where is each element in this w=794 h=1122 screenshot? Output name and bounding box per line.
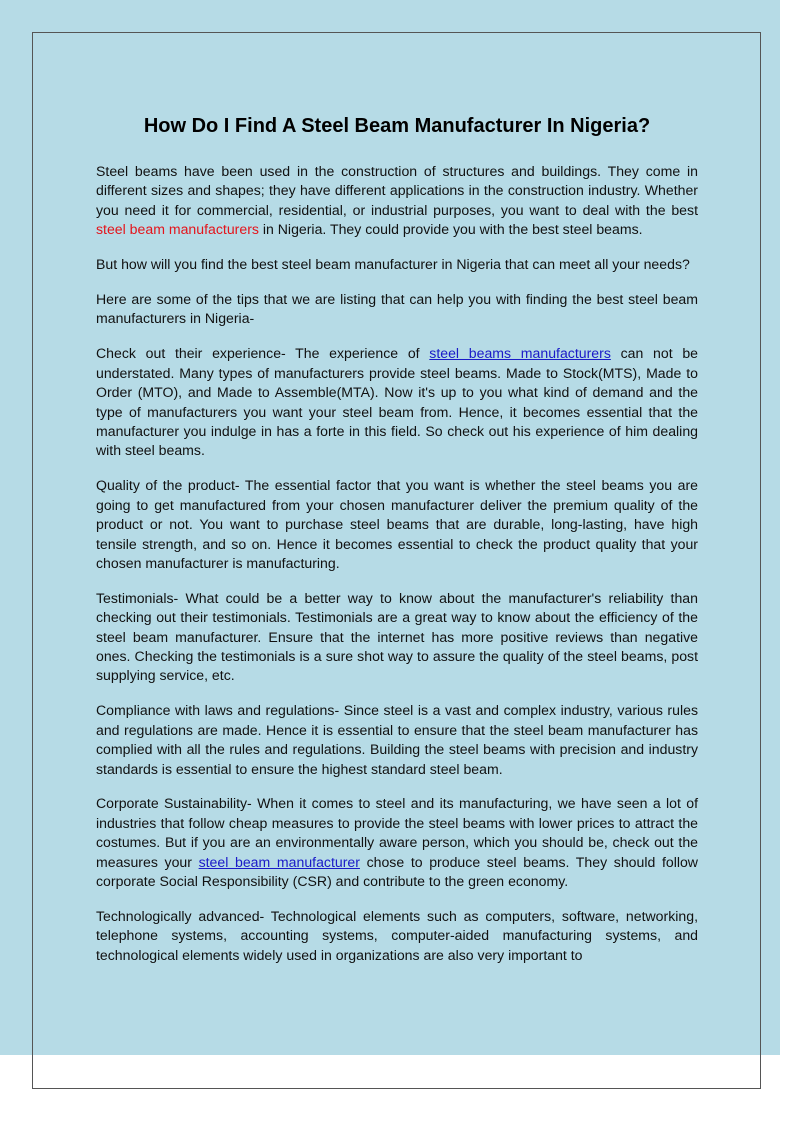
paragraph-sustainability <box>96 794 698 891</box>
paragraph-testimonials: Testimonials- What could be a better way to know about the manufacturer's reliability than checking out their testimonials. Testimonials are a great way to know about the efficiency of the steel beam manufacturer. Ensure that the internet has more positive reviews than negative ones. Checking the testimonials is a sure shot way to assure the quality of the steel beams, post supplying service, etc. <box>96 589 698 684</box>
paragraph-intro <box>96 162 698 240</box>
paragraph-question: But how will you find the best steel beam manufacturer in Nigeria that can meet all your needs? <box>96 256 690 273</box>
paragraph-text: in Nigeria. They could provide you with the best steel beams. <box>258 221 643 238</box>
steel-beam-manufacturer-link[interactable]: steel beam manufacturer <box>198 853 360 870</box>
paragraph-technology: Technologically advanced- Technological elements such as computers, software, networking, telephone systems, accounting systems, computer-aided manufacturing systems, and technological elements widely used in organizations are also very important to <box>96 908 698 963</box>
steel-beams-manufacturers-link[interactable]: steel beams manufacturers <box>429 345 611 362</box>
document-body <box>96 112 698 981</box>
steel-beam-manufacturers-link[interactable]: steel beam manufacturers <box>96 221 259 238</box>
paragraph-text: can not be understated. Many types of manufacturers provide steel beams. Made to Stock(MTS), Made to Order (MTO), and Made to Assemble(MTA). Now it's up to you what kind of demand and the type of manufacturers you want your steel beam from. Hence, it becomes essential that the manufacturer you indulge in has a forte in this field. So check out his experience of him dealing with steel beams. <box>96 345 698 459</box>
paragraph-text: Corporate Sustainability- When it comes to steel and its manufacturing, we have seen a lot of industries that follow cheap measures to provide the steel beams with lower prices to attract the costumes. But if you are an environmentally aware person, which you should be, check out the measures your <box>96 795 698 870</box>
document-title: How Do I Find A Steel Beam Manufacturer In Nigeria? <box>143 115 651 137</box>
paragraph-tips-intro: Here are some of the tips that we are listing that can help you with finding the best steel beam manufacturers in Nigeria- <box>96 291 698 327</box>
paragraph-text: chose to produce steel beams. They should follow corporate Social Responsibility (CSR) and contribute to the green economy. <box>96 853 698 890</box>
paragraph-compliance: Compliance with laws and regulations- Since steel is a vast and complex industry, various rules and regulations are made. Hence it is essential to ensure that the steel beam manufacturer has complied with all the rules and regulations. Building the steel beams with precision and industry standards is essential to ensure the highest standard steel beam. <box>96 702 698 777</box>
paragraph-experience <box>96 344 698 460</box>
paragraph-quality: Quality of the product- The essential factor that you want is whether the steel beams you are going to get manufactured from your chosen manufacturer deliver the premium quality of the product or not. You want to purchase steel beams that are durable, long-lasting, have high tensile strength, and so on. Hence it becomes essential to check the product quality that your chosen manufacturer is manufacturing. <box>96 477 698 571</box>
paragraph-text: Steel beams have been used in the construction of structures and buildings. They come in different sizes and shapes; they have different applications in the construction industry. Whether you need it for commercial, residential, or industrial purposes, you want to deal with the best <box>96 163 698 218</box>
paragraph-text: Check out their experience- The experience of <box>96 345 430 362</box>
